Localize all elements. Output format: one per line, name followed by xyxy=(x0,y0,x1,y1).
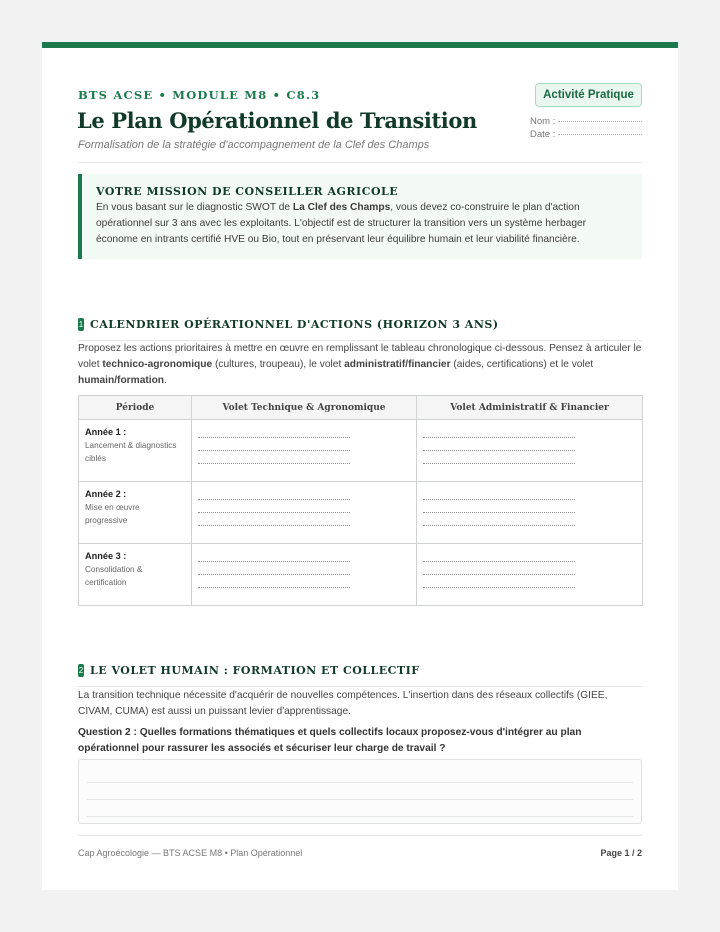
admin-answer-cell[interactable] xyxy=(417,420,643,482)
column-header-technical: Volet Technique & Agronomique xyxy=(192,396,417,420)
phase-label: Lancement & diagnostics ciblés xyxy=(85,441,177,463)
mission-title: VOTRE MISSION DE CONSEILLER AGRICOLE xyxy=(96,185,399,198)
question-2-answer-box[interactable] xyxy=(78,759,642,824)
column-header-period: Période xyxy=(79,396,192,420)
mission-callout xyxy=(78,174,642,259)
section-1-header xyxy=(78,316,642,341)
column-header-admin: Volet Administratif & Financier xyxy=(417,396,643,420)
table-row xyxy=(79,544,643,606)
period-cell xyxy=(79,482,192,544)
section-2-title: LE VOLET HUMAIN : FORMATION ET COLLECTIF xyxy=(90,664,420,678)
technical-answer-cell[interactable] xyxy=(192,482,417,544)
phase-label: Consolidation & certification xyxy=(85,565,143,587)
answer-line xyxy=(87,799,633,800)
page-title: Le Plan Opérationnel de Transition xyxy=(77,108,477,133)
date-field[interactable] xyxy=(530,129,642,140)
section-1-intro: Proposez les actions prioritaires à mettre en œuvre en remplissant le tableau chronologique ci-dessous. Pensez à articuler le volet technico-agronomique (cultures, troupeau), le volet administratif/financier (aides, certifications) et le volet humain/formation. xyxy=(78,343,642,386)
technical-answer-cell[interactable] xyxy=(192,420,417,482)
footer-divider xyxy=(78,835,642,836)
period-cell xyxy=(79,420,192,482)
answer-line xyxy=(87,816,633,817)
footer-source: Cap Agroécologie — BTS ACSE M8 • Plan Opérationnel xyxy=(78,848,303,858)
name-line[interactable] xyxy=(558,121,642,122)
admin-answer-cell[interactable] xyxy=(417,482,643,544)
page-number: Page 1 / 2 xyxy=(600,848,642,858)
module-eyebrow: BTS ACSE • MODULE M8 • C8.3 xyxy=(78,88,321,102)
admin-answer-cell[interactable] xyxy=(417,544,643,606)
year-label: Année 3 : xyxy=(85,551,127,561)
date-line[interactable] xyxy=(558,134,642,135)
page-subtitle: Formalisation de la stratégie d'accompagnement de la Clef des Champs xyxy=(78,139,430,151)
section-1-number: 1 xyxy=(78,320,84,330)
header-divider xyxy=(78,162,642,163)
section-2-number: 2 xyxy=(78,666,84,676)
answer-line xyxy=(87,782,633,783)
section-2-header xyxy=(78,662,642,687)
table-row xyxy=(79,420,643,482)
name-label: Nom : xyxy=(530,116,556,127)
name-field[interactable] xyxy=(530,116,642,127)
table-row xyxy=(79,482,643,544)
period-cell xyxy=(79,544,192,606)
question-2: Question 2 : Quelles formations thématiques et quels collectifs locaux proposez-vous d'intégrer au plan opérationnel pour rassurer les associés et sécuriser leur charge de travail ? xyxy=(78,727,582,754)
technical-answer-cell[interactable] xyxy=(192,544,417,606)
year-label: Année 2 : xyxy=(85,489,127,499)
year-label: Année 1 : xyxy=(85,427,127,437)
action-calendar-table xyxy=(78,395,643,606)
phase-label: Mise en œuvre progressive xyxy=(85,503,140,525)
mission-text: En vous basant sur le diagnostic SWOT de La Clef des Champs, vous devez co-construire le plan d'action opérationnel sur 3 ans avec les exploitants. L'objectif est de structurer la transition vers un système herbager économe en intrants certifié HVE ou Bio, tout en préservant leur équilibre humain et leur viabilité financière. xyxy=(96,202,587,245)
table-header-row xyxy=(79,396,643,420)
date-label: Date : xyxy=(530,129,556,140)
activity-badge: Activité Pratique xyxy=(535,83,642,107)
section-1-title: CALENDRIER OPÉRATIONNEL D'ACTIONS (HORIZON 3 ANS) xyxy=(90,318,499,332)
worksheet-page xyxy=(42,42,678,890)
section-2-intro: La transition technique nécessite d'acquérir de nouvelles compétences. L'insertion dans des réseaux collectifs (GIEE, CIVAM, CUMA) est aussi un puissant levier d'apprentissage. xyxy=(78,690,608,717)
